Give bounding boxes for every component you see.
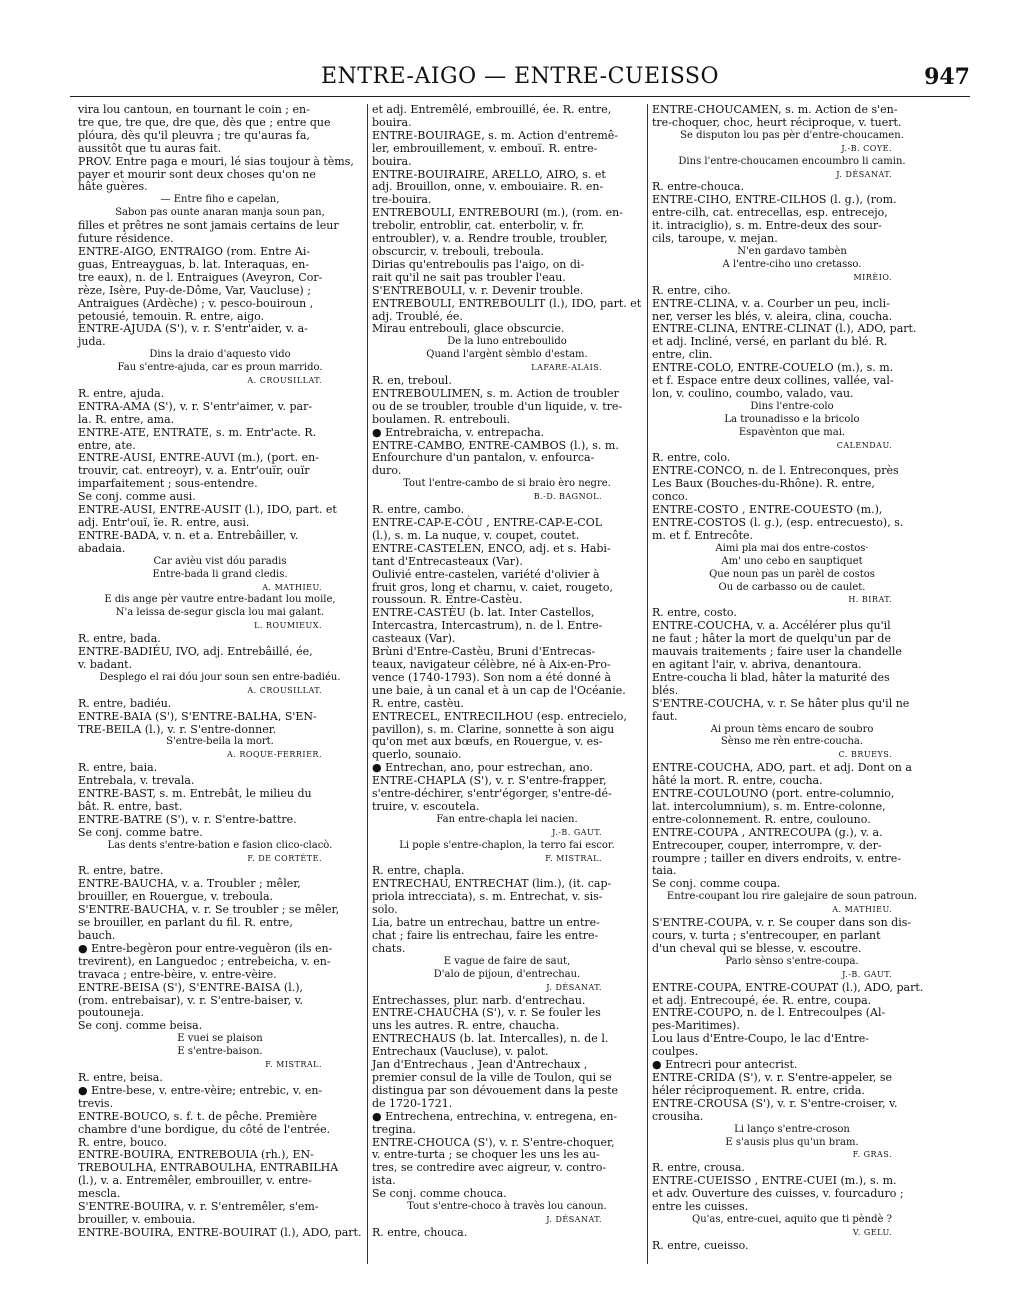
entry-line: Lia, batre un entrechau, battre un entre- (372, 916, 600, 930)
running-title: ENTRE-AIGO — ENTRE-CUEISSO (321, 64, 719, 89)
entry-line: lon, v. coulino, coumbo, valado, vau. (652, 386, 854, 400)
entry-line: ENTRE-BEISA (S'), S'ENTRE-BAISA (l.), (78, 980, 304, 994)
quotation-line: Ou de carbasso ou de caulet. (718, 581, 866, 593)
quotation-line: Fau s'entre-ajuda, car es proun marrido. (117, 362, 323, 374)
quotation-attribution: F. DE CORTÈTE. (247, 853, 322, 863)
quotation-line: E vague de faire de saut, (443, 955, 571, 967)
entry-line: en agitant l'air, v. abriva, denantoura. (652, 657, 862, 671)
entry-line: roussoun. R. Entre-Castèu. (372, 593, 523, 607)
entry-line: et adv. Ouverture des cuisses, v. fourcaduro ; (652, 1187, 904, 1201)
entry-line: abadaia. (78, 541, 126, 555)
entry-line: ENTRE-CHOUCAMEN, s. m. Action de s'en- (652, 103, 898, 116)
quotation-line: Sènso me rèn entre-coucha. (720, 736, 864, 748)
entry-line: petousié, temouin. R. entre, aigo. (78, 309, 265, 323)
entry-line: R. entre, chapla. (372, 864, 465, 878)
entry-line: ENTRE-CHAUCHA (S'), v. r. Se fouler les (372, 1006, 601, 1020)
entry-line: v. entre-turta ; se choquer les uns les au- (372, 1148, 600, 1162)
quotation-attribution: CALENDAU. (836, 440, 892, 450)
entry-line: héler réciproquement. R. entre, crida. (652, 1083, 865, 1097)
entry-line: future résidence. (78, 232, 174, 246)
entry-line: Oulivié entre-castelen, variété d'olivier à (372, 567, 600, 581)
entry-line: Antraigues (Ardèche) ; v. pesco-bouiroun , (78, 296, 314, 310)
entry-line: d'un cheval qui se blesse, v. escoutre. (652, 941, 862, 955)
entry-line: trevirent), en Languedoc ; entrebeicha, v. en- (78, 954, 331, 968)
quotation-line: N'a leissa de-segur giscla lou mai galant. (115, 607, 325, 619)
quotation-line: Fan entre-chapla lei nacien. (436, 813, 578, 825)
quotation-attribution: B.-D. BAGNOL. (533, 492, 602, 502)
entry-line: (l.), v. a. Entremêler, embrouiller, v. entre- (78, 1174, 312, 1188)
entry-line: chambre d'une bordigue, du côté de l'entrée. (78, 1122, 331, 1136)
quotation-line: Tout s'entre-choco à travès lou canoun. (407, 1201, 607, 1213)
entry-line: ENTREBOULI, ENTREBOULIT (l.), IDO, part. et (372, 296, 642, 310)
entry-line: Les Baux (Bouches-du-Rhône). R. entre, (652, 477, 875, 491)
dictionary-column-1 (78, 104, 362, 1240)
quotation-attribution: C. BRUEYS. (838, 750, 892, 760)
entry-line: Enfourchure d'un pantalon, v. enfourca- (372, 451, 595, 465)
entry-line: ENTRE-CUEISSO , ENTRE-CUEI (m.), s. m. (652, 1174, 897, 1188)
entry-line: bouira. (372, 115, 412, 129)
entry-line: S'ENTRE-COUPA, v. r. Se couper dans son dis- (652, 916, 912, 930)
entry-line: ENTRE-CLINA, ENTRE-CLINAT (l.), ADO, part. (652, 322, 917, 336)
quotation-attribution: H. BIRAT. (848, 595, 892, 605)
entry-line: pavillon), s. m. Clarine, sonnette à son aigu (372, 722, 615, 736)
entry-line: ENTRE-CROUSA (S'), v. r. S'entre-croiser, v. (652, 1096, 898, 1110)
entry-line: faut. (652, 709, 678, 723)
entry-line: ENTRE-CRIDA (S'), v. r. S'entre-appeler, se (652, 1070, 893, 1084)
entry-line: ner, verser les blés, v. aleira, clina, coucha. (652, 309, 893, 323)
entry-line: ENTRE-BADIÉU, IVO, adj. Entrebâillé, ée, (78, 645, 313, 659)
entry-line: ENTRE-AJUDA (S'), v. r. S'entr'aider, v. a- (78, 322, 308, 336)
entry-line: ● Entrechan, ano, pour estrechan, ano. (372, 761, 593, 775)
entry-line: guas, Entreayguas, b. lat. Interaquas, en- (78, 257, 310, 271)
entry-line: Lou laus d'Entre-Coupo, le lac d'Entre- (652, 1032, 870, 1046)
entry-line: R. entre, ciho. (652, 283, 731, 297)
entry-line: ENTRE-AUSI, ENTRE-AUVI (m.), (port. en- (78, 451, 319, 465)
entry-line: tre-choquer, choc, heurt réciproque, v. tuert. (652, 115, 902, 129)
entry-line: ENTRE-COSTO , ENTRE-COUESTO (m.), (652, 503, 883, 517)
entry-line: ENTRE-CONCO, n. de l. Entreconques, près (652, 464, 899, 478)
entry-line: ENTRE-AUSI, ENTRE-AUSIT (l.), IDO, part. et (78, 503, 337, 517)
quotation-line: E s'entre-baison. (177, 1046, 263, 1058)
column-separator (367, 104, 368, 1264)
entry-line: ENTRE-BOUIRA, ENTRE-BOUIRAT (l.), ADO, part. (78, 1225, 362, 1239)
entry-line: Se conj. comme chouca. (372, 1187, 507, 1201)
entry-line: chat ; faire lis entrechau, faire les entre- (372, 929, 599, 942)
entry-line: hâte guères. (78, 180, 148, 194)
entry-line: Intercastra, Intercastrum), n. de l. Entre- (372, 619, 603, 633)
entry-line: R. entre, cueisso. (652, 1238, 749, 1252)
entry-line: entre les cuisses. (652, 1200, 749, 1214)
entry-line: imparfaitement ; sous-entendre. (78, 477, 258, 491)
entry-line: ENTRECHAU, ENTRECHAT (lim.), (it. cap- (372, 877, 612, 891)
entry-line: ENTREBOULIMEN, s. m. Action de troubler (372, 386, 619, 400)
entry-line: R. entre, colo. (652, 451, 731, 465)
entry-line: trebolir, entroblir, cat. enterbolir, v. fr. (372, 219, 585, 233)
entry-line: R. entre, batre. (78, 864, 164, 878)
entry-line: R. entre, bouco. (78, 1135, 167, 1149)
entry-line: roumpre ; tailler en divers endroits, v. entre- (652, 851, 901, 865)
quotation-attribution: F. GRAS. (852, 1150, 892, 1160)
entry-line: rèze, Isère, Puy-de-Dôme, Var, Vaucluse) ; (78, 283, 311, 297)
quotation-line: Desplego el rai dóu jour soun sen entre-badiéu. (99, 671, 341, 683)
entry-line: ENTRE-COUCHA, ADO, part. et adj. Dont on a (652, 761, 912, 775)
entry-line: cils, taroupe, v. mejan. (652, 232, 778, 246)
entry-line: m. et f. Entrecôte. (652, 528, 754, 542)
entry-line: vence (1740-1793). Son nom a été donné à (372, 670, 612, 684)
entry-line: bauch. (78, 929, 116, 942)
entry-line: qu'on met aux bœufs, en Rouergue, v. es- (372, 735, 603, 749)
entry-line: ENTRE-COUPA , ANTRECOUPA (g.), v. a. (652, 825, 883, 839)
entry-line: bouira. (372, 154, 412, 168)
entry-line: (rom. entrebaisar), v. r. S'entre-baiser, v. (78, 993, 303, 1007)
entry-line: Jan d'Entrechaus , Jean d'Antrechaux , (372, 1058, 588, 1072)
entry-line: boulamen. R. entrebouli. (372, 412, 511, 426)
entry-line: PROV. Entre paga e mouri, lé sias toujour à tèms, (78, 154, 354, 168)
entry-line: ENTRE-CAP-E-CÒU , ENTRE-CAP-E-COL (372, 516, 603, 529)
quotation-line: Qu'as, entre-cuei, aquito que ti pèndè ? (692, 1213, 892, 1225)
entry-line: Dirias qu'entreboulis pas l'aigo, on di- (372, 257, 585, 271)
entry-line: entroubler), v. a. Rendre trouble, troubler, (372, 232, 608, 246)
quotation-attribution: F. MISTRAL. (545, 853, 602, 863)
entry-line: ENTRE-CIHO, ENTRE-CILHOS (l. g.), (rom. (652, 193, 897, 207)
entry-line: ENTRECHAUS (b. lat. Intercalles), n. de l. (372, 1032, 609, 1046)
quotation-line: — Entre fiho e capelan, (160, 194, 280, 206)
quotation-attribution: V. GELU. (852, 1227, 892, 1237)
quotation-line: Aimi pla mai dos entre-costos· (715, 542, 869, 554)
quotation-attribution: A. CROUSILLAT. (247, 685, 322, 695)
entry-line: tre eaux), n. de l. Entraigues (Aveyron, Cor- (78, 270, 323, 284)
entry-line: ● Entre-bese, v. entre-vèire; entrebic, v. en- (78, 1083, 323, 1097)
entry-line: R. entre, ajuda. (78, 386, 165, 400)
entry-line: R. entre, castèu. (372, 696, 464, 710)
entry-line: et f. Espace entre deux collines, vallée, val- (652, 374, 894, 388)
entry-line: aussitôt que tu auras fait. (78, 141, 222, 155)
entry-line: la. R. entre, ama. (78, 412, 175, 426)
entry-line: trouvir, cat. entreoyr), v. a. Entr'ouïr, ouïr (78, 464, 310, 478)
entry-line: R. en, treboul. (372, 374, 452, 388)
entry-line: pes-Maritimes). (652, 1019, 740, 1033)
entry-line: ENTRE-COSTOS (l. g.), (esp. entrecuesto), s. (652, 516, 904, 529)
entry-line: hâté la mort. R. entre, coucha. (652, 774, 823, 788)
quotation-line: Parlo sènso s'entre-coupa. (725, 955, 859, 967)
entry-line: R. entre, costo. (652, 606, 737, 620)
entry-line: de 1720-1721. (372, 1096, 453, 1110)
entry-line: ne faut ; hâter la mort de quelqu'un par de (652, 632, 891, 646)
entry-line: vira lou cantoun, en tournant le coin ; en- (78, 103, 310, 116)
entry-line: et adj. Entrecoupé, ée. R. entre, coupa. (652, 993, 872, 1007)
entry-line: ou de se troubler, trouble d'un liquide, v. tre- (372, 399, 623, 413)
entry-line: obscurcir, v. trebouli, treboula. (372, 244, 544, 258)
entry-line: brouiller, v. embouia. (78, 1212, 196, 1226)
entry-line: ENTRE-CAMBO, ENTRE-CAMBOS (l.), s. m. (372, 438, 619, 452)
quotation-line: Espavènton que mai. (738, 426, 846, 438)
entry-line: entre, clin. (652, 348, 713, 362)
entry-line: entre-cilh, cat. entrecellas, esp. entrecejo, (652, 206, 888, 220)
quotation-line: La trounadisso e la bricolo (724, 413, 860, 425)
entry-line: ENTRE-BAUCHA, v. a. Troubler ; mêler, (78, 877, 301, 891)
entry-line: ista. (372, 1174, 396, 1188)
entry-line: ENTREBOULI, ENTREBOURI (m.), (rom. en- (372, 206, 623, 220)
entry-line: R. entre-chouca. (652, 180, 744, 194)
entry-line: fruit gros, long et charnu, v. caiet, rougeto, (372, 580, 613, 594)
entry-line: R. entre, baia. (78, 761, 158, 775)
entry-line: ● Entrechena, entrechina, v. entregena, en- (372, 1109, 618, 1123)
quotation-line: Dins l'entre-colo (750, 400, 834, 412)
entry-line: payer et mourir sont deux choses qu'on ne (78, 167, 316, 181)
entry-line: ENTRE-CLINA, v. a. Courber un peu, incli- (652, 296, 890, 310)
entry-line: tres, se contredire avec aigreur, v. contro- (372, 1161, 607, 1175)
entry-line: s'entre-déchirer, s'entr'égorger, s'entre-dé- (372, 787, 612, 801)
entry-line: distingua par son dévouement dans la peste (372, 1083, 619, 1097)
entry-line: ENTRE-CHOUCA (S'), v. r. S'entre-choquer, (372, 1135, 615, 1149)
entry-line: Entrechasses, plur. narb. d'entrechau. (372, 993, 586, 1007)
entry-line: ENTRE-CASTELEN, ENCO, adj. et s. Habi- (372, 541, 611, 555)
quotation-attribution: J.-B. GAUT. (552, 827, 602, 837)
entry-line: Se conj. comme batre. (78, 825, 203, 839)
quotation-line: Dins l'entre-choucamen encoumbro li camin. (678, 155, 906, 167)
quotation-attribution: L. ROUMIEUX. (254, 621, 322, 631)
quotation-attribution: A. ROQUE-FERRIER. (227, 750, 322, 760)
entry-line: une baie, à un canal et à un cap de l'Océanie. (372, 683, 626, 697)
entry-line: ENTRA-AMA (S'), v. r. S'entr'aimer, v. par- (78, 399, 313, 413)
entry-line: ENTRE-BOUIRA, ENTREBOUIA (rh.), EN- (78, 1148, 314, 1162)
entry-line: rait qu'il ne sait pas troubler l'eau. (372, 270, 566, 284)
entry-line: se brouiller, en parlant du fil. R. entre, (78, 916, 293, 930)
entry-line: ENTRE-COULOUNO (port. entre-columnio, (652, 787, 895, 801)
entry-line: R. entre, beisa. (78, 1070, 163, 1084)
quotation-attribution: MIRÈIO. (853, 272, 892, 282)
entry-line: S'ENTREBOULI, v. r. Devenir trouble. (372, 283, 584, 297)
entry-line: tre que, tre que, dre que, dès que ; entre que (78, 115, 331, 129)
entry-line: conco. (652, 490, 688, 504)
entry-line: Entre-coucha li blad, hâter la maturité des (652, 670, 890, 684)
quotation-attribution: J. DÉSANAT. (836, 169, 892, 179)
entry-line: Brùni d'Entre-Castèu, Bruni d'Entrecas- (372, 645, 596, 659)
quotation-line: Que noun pas un parèl de costos (709, 568, 875, 580)
entry-line: R. entre, cambo. (372, 503, 465, 517)
entry-line: Se conj. comme beisa. (78, 1019, 203, 1033)
quotation-line: S'entre-beila la mort. (166, 736, 274, 748)
entry-line: plóura, dès qu'il pleuvra ; tre qu'auras fa, (78, 128, 310, 142)
entry-line: truire, v. escoutela. (372, 799, 480, 813)
quotation-line: De la luno entreboulido (447, 336, 567, 348)
entry-line: ler, embrouillement, v. embouï. R. entre- (372, 141, 598, 155)
entry-line: querlo, sounaio. (372, 748, 462, 762)
entry-line: teaux, navigateur célèbre, né à Aix-en-Pro- (372, 657, 611, 671)
entry-line: mauvais traitements ; faire user la chandelle (652, 645, 902, 659)
quotation-line: Am' uno cebo en sauptiquet (721, 555, 863, 567)
entry-line: ● Entrecri pour antecrist. (652, 1058, 798, 1072)
entry-line: Entrechaux (Vaucluse), v. palot. (372, 1045, 549, 1059)
quotation-line: Entre-coupant lou rire galejaire de soun patroun. (666, 891, 918, 903)
entry-line: entre-colonnement. R. entre, coulouno. (652, 812, 871, 826)
entry-line: ENTRE-CHAPLA (S'), v. r. S'entre-frapper, (372, 774, 607, 788)
entry-line: poutouneja. (78, 1006, 144, 1020)
entry-line: ENTRE-BAST, s. m. Entrebât, le milieu du (78, 787, 312, 801)
entry-line: R. entre, bada. (78, 632, 161, 646)
entry-line: ENTRE-BADA, v. n. et a. Entrebâiller, v. (78, 528, 299, 542)
entry-line: Se conj. comme ausi. (78, 490, 196, 504)
page-number: 947 (924, 64, 970, 90)
quotation-line: E s'ausis plus qu'un bram. (725, 1136, 859, 1148)
entry-line: priola intrecciata), s. m. Entrechat, v. sis- (372, 890, 603, 904)
quotation-attribution: J. DÉSANAT. (546, 1214, 602, 1224)
entry-line: entre, ate. (78, 438, 136, 452)
page-header (70, 64, 970, 94)
entry-line: uns les autres. R. entre, chaucha. (372, 1019, 560, 1033)
entry-line: (l.), s. m. La nuque, v. coupet, coutet. (372, 528, 580, 542)
quotation-attribution: A. CROUSILLAT. (247, 376, 322, 386)
quotation-line: Se disputon lou pas pèr d'entre-choucamen. (680, 129, 904, 141)
entry-line: ENTRE-COUPO, n. de l. Entrecoulpes (Al- (652, 1006, 886, 1020)
entry-line: et adj. Entremêlé, embrouillé, ée. R. entre, (372, 103, 612, 116)
entry-line: TRE-BEILA (l.), v. r. S'entre-donner. (78, 722, 277, 736)
quotation-attribution: A. MATHIEU. (262, 582, 322, 592)
quotation-line: E vuei se plaison (177, 1033, 263, 1045)
entry-line: duro. (372, 464, 402, 478)
entry-line: ENTRE-CASTÈU (b. lat. Inter Castellos, (372, 606, 595, 620)
quotation-line: Quand l'argènt sèmblo d'estam. (426, 349, 588, 361)
entry-line: tre-bouira. (372, 193, 432, 207)
quotation-line: E dis ange pèr vautre entre-badant lou moile, (104, 594, 336, 606)
quotation-line: Li pople s'entre-chaplon, la terro fai escor. (399, 839, 615, 851)
entry-line: chats. (372, 941, 406, 955)
quotation-attribution: F. MISTRAL. (265, 1060, 322, 1070)
quotation-attribution: J. DÉSANAT. (546, 982, 602, 992)
entry-line: travaca ; entre-bèire, v. entre-vèire. (78, 967, 277, 981)
quotation-line: N'en gardavo tambèn (737, 245, 847, 257)
entry-line: et adj. Incliné, versé, en parlant du blé. R. (652, 335, 888, 349)
entry-line: ENTRE-BATRE (S'), v. r. S'entre-battre. (78, 812, 297, 826)
entry-line: ENTRE-BOUCO, s. f. t. de pêche. Première (78, 1109, 318, 1123)
entry-line: TREBOULHA, ENTRABOULHA, ENTRABILHA (78, 1161, 339, 1175)
quotation-line: A l'entre-ciho uno cretasso. (722, 258, 862, 270)
entry-line: blés. (652, 683, 679, 697)
entry-line: ● Entrebraicha, v. entrepacha. (372, 425, 545, 439)
entry-line: ENTRE-BAIA (S'), S'ENTRE-BALHA, S'EN- (78, 709, 317, 723)
entry-line: trevis. (78, 1096, 114, 1110)
entry-line: tant d'Entrecasteaux (Var). (372, 554, 523, 568)
entry-line: coulpes. (652, 1045, 699, 1059)
quotation-attribution: J.-B. COYE. (841, 143, 892, 153)
entry-line: ENTRE-ATE, ENTRATE, s. m. Entr'acte. R. (78, 425, 317, 439)
entry-line: crousiha. (652, 1109, 704, 1123)
entry-line: solo. (372, 903, 398, 917)
entry-line: filles et prêtres ne sont jamais certains de leur (78, 219, 339, 233)
entry-line: adj. Entr'ouï, ïe. R. entre, ausi. (78, 516, 250, 529)
entry-line: ENTRE-BOUIRAIRE, ARELLO, AIRO, s. et (372, 167, 606, 181)
dictionary-column-2 (372, 104, 642, 1240)
quotation-line: Entre-bada li grand cledis. (152, 568, 288, 580)
quotation-line: Sabon pas ounte anaran manja soun pan, (115, 207, 325, 219)
entry-line: brouiller, en Rouergue, v. treboula. (78, 890, 274, 904)
entry-line: ENTRE-COUPA, ENTRE-COUPAT (l.), ADO, part. (652, 980, 924, 994)
entry-line: ENTRECEL, ENTRECILHOU (esp. entrecielo, (372, 709, 627, 723)
entry-line: premier consul de la ville de Toulon, qui se (372, 1070, 612, 1084)
entry-line: S'ENTRE-BOUIRA, v. r. S'entremêler, s'em- (78, 1200, 319, 1214)
entry-line: ENTRE-BOUIRAGE, s. m. Action d'entremê- (372, 128, 618, 142)
entry-line: S'ENTRE-COUCHA, v. r. Se hâter plus qu'il ne (652, 696, 910, 710)
entry-line: ENTRE-AIGO, ENTRAIGO (rom. Entre Ai- (78, 244, 311, 258)
entry-line: cours, v. turta ; s'entrecouper, en parlant (652, 929, 881, 942)
quotation-attribution: A. MATHIEU. (832, 905, 892, 915)
entry-line: it. intraciglio), s. m. Entre-deux des sour- (652, 219, 882, 233)
quotation-line: Dins la draio d'aquesto vido (149, 349, 291, 361)
entry-line: ENTRE-COUCHA, v. a. Accélérer plus qu'il (652, 619, 891, 633)
quotation-line: Car avièu vist dóu paradis (153, 555, 287, 567)
entry-line: casteaux (Var). (372, 632, 456, 646)
entry-line: R. entre, chouca. (372, 1225, 468, 1239)
entry-line: R. entre, badiéu. (78, 696, 172, 710)
entry-line: S'ENTRE-BAUCHA, v. r. Se troubler ; se mêler, (78, 903, 340, 917)
entry-line: Entrebala, v. trevala. (78, 774, 195, 788)
quotation-attribution: LAFARE-ALAIS. (531, 363, 602, 373)
entry-line: Se conj. comme coupa. (652, 877, 781, 891)
entry-line: Mirau entrebouli, glace obscurcie. (372, 322, 565, 336)
quotation-line: Li lanço s'entre-croson (734, 1123, 850, 1135)
entry-line: Entrecouper, couper, interrompre, v. der- (652, 838, 882, 852)
quotation-line: D'alo de pijoun, d'entrechau. (433, 968, 581, 980)
column-separator (647, 104, 648, 1264)
entry-line: bât. R. entre, bast. (78, 799, 183, 813)
entry-line: ENTRE-COLO, ENTRE-COUELO (m.), s. m. (652, 361, 894, 375)
entry-line: adj. Brouillon, onne, v. embouiaire. R. en- (372, 180, 604, 194)
entry-line: v. badant. (78, 657, 133, 671)
entry-line: adj. Troublé, ée. (372, 309, 463, 323)
quotation-attribution: J.-B. GAUT. (842, 969, 892, 979)
entry-line: tregina. (372, 1122, 416, 1136)
entry-line: ● Entre-begèron pour entre-veguèron (ils en- (78, 941, 333, 955)
quotation-line: Ai proun tèms encaro de soubro (710, 723, 874, 735)
quotation-line: Tout l'entre-cambo de si braio èro negre. (403, 478, 611, 490)
header-rule (70, 96, 970, 97)
entry-line: mescla. (78, 1187, 121, 1201)
entry-line: R. entre, crousa. (652, 1161, 745, 1175)
dictionary-column-3 (652, 104, 932, 1253)
entry-line: taia. (652, 864, 677, 878)
entry-line: lat. intercolumnium), s. m. Entre-colonne, (652, 799, 886, 813)
quotation-line: Las dents s'entre-bation e fasion clico-clacò. (107, 839, 333, 851)
entry-line: juda. (78, 335, 106, 349)
